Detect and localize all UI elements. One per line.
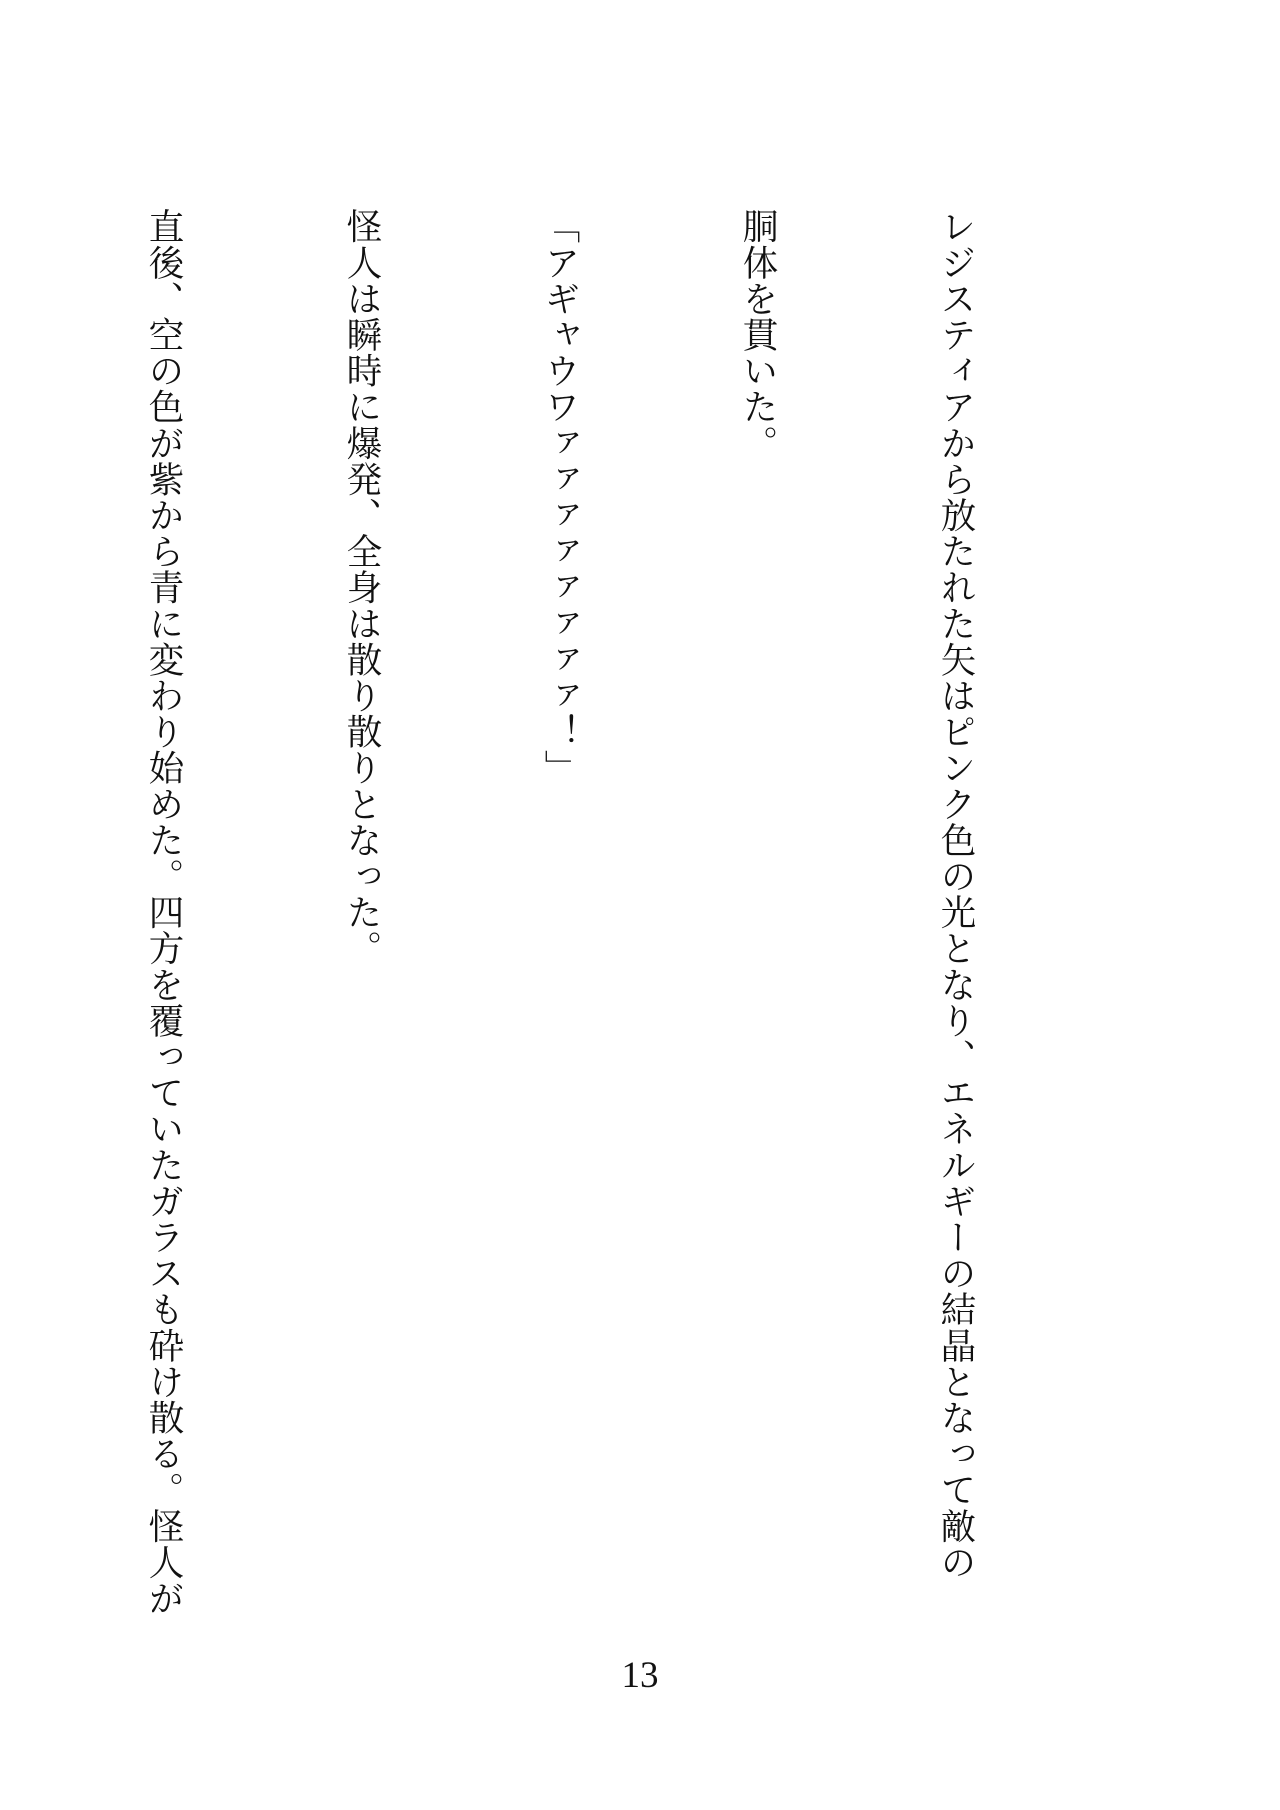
- text-line: 「アギャウワァァァァァァァァ！」: [539, 208, 580, 786]
- text-line: 直後、空の色が紫から青に変わり始めた。四方を覆っていたガラスも砕け散る。怪人が: [143, 208, 184, 1616]
- text-line: 怪人は瞬時に爆発、全身は散り散りとなった。: [341, 208, 382, 967]
- text-line: 胴体を貫いた。: [737, 208, 778, 461]
- page-number: 13: [621, 1655, 659, 1696]
- text-line: レジスティアから放たれた矢はピンク色の光となり、エネルギーの結晶となって敵の: [935, 208, 976, 1580]
- vertical-text-body: [0, 208, 1120, 1638]
